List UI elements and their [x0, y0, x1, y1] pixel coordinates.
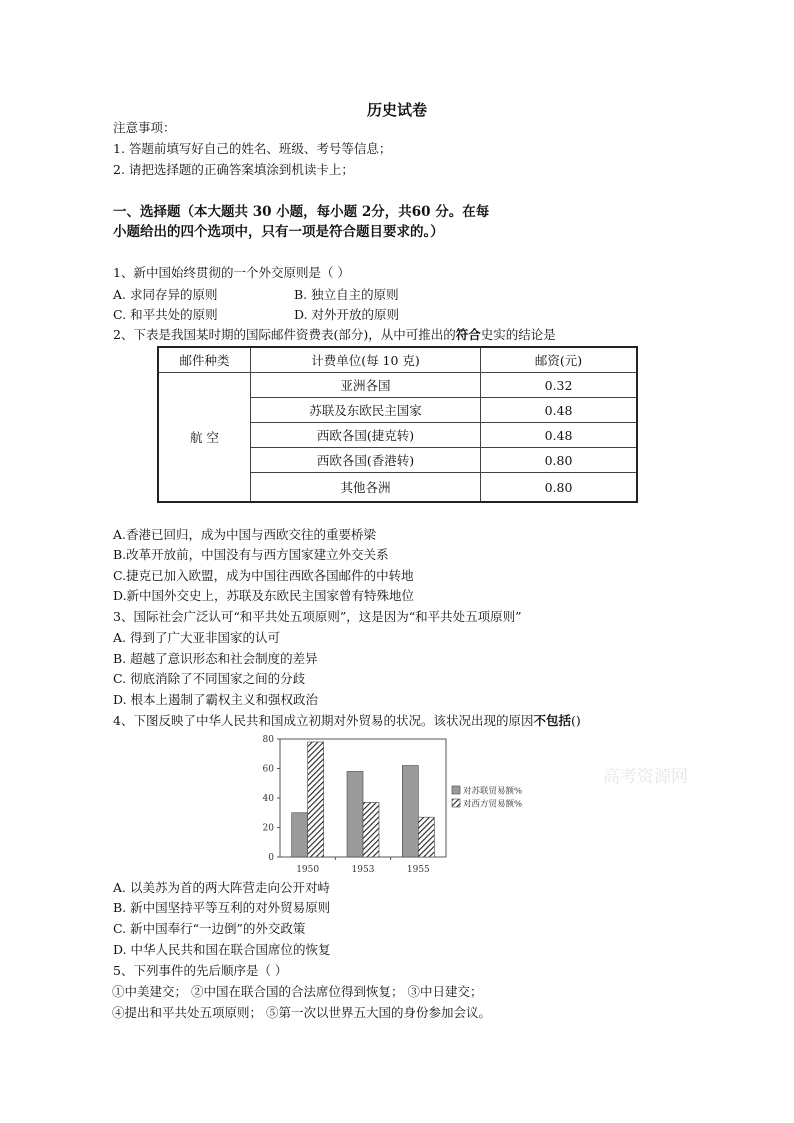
y-tick-label: 0 [268, 853, 274, 863]
table-cell: 0.48 [481, 398, 638, 423]
table-cell: 亚洲各国 [251, 373, 481, 398]
table-cell: 0.48 [481, 423, 638, 448]
watermark: 高考资源网 [603, 767, 688, 787]
stem-text: () [570, 713, 581, 728]
table-cell: 0.32 [481, 373, 638, 398]
y-tick-label: 80 [262, 735, 274, 745]
option: B. 超越了意识形态和社会制度的差异 [113, 651, 318, 666]
option: A. 得到了广大亚非国家的认可 [113, 630, 280, 645]
table-cell: 西欧各国(香港转) [251, 448, 481, 473]
option: D.新中国外交史上，苏联及东欧民主国家曾有特殊地位 [113, 588, 415, 603]
section-heading: 一、选择题（本大题共 30 小题，每小题 2分，共60 分。在每 [113, 204, 490, 220]
column-header: 邮资(元) [481, 347, 638, 373]
notice-item: 2. 请把选择题的正确答案填涂到机读卡上； [113, 162, 354, 177]
stem-text: 2、下表是我国某时期的国际邮件资费表(部分)，从中可推出的 [113, 327, 456, 342]
option: B. 新中国坚持平等互利的对外贸易原则 [113, 900, 331, 915]
bar [308, 742, 324, 857]
option: D. 对外开放的原则 [294, 307, 400, 322]
table-cell: 其他各洲 [251, 473, 481, 503]
column-header: 计费单位(每 10 克) [251, 347, 481, 373]
bar [418, 817, 434, 857]
page-title: 历史试卷 [366, 101, 427, 119]
trade-bar-chart [250, 730, 550, 876]
table-row [158, 373, 637, 398]
legend-label: 对苏联贸易额% [463, 786, 523, 797]
x-tick-label: 1950 [296, 865, 320, 875]
table-cell: 西欧各国(捷克转) [251, 423, 481, 448]
legend-swatch [452, 799, 460, 807]
chart-legend [452, 786, 522, 810]
bar [363, 802, 379, 857]
option: D. 中华人民共和国在联合国席位的恢复 [113, 942, 331, 957]
postage-table [157, 346, 638, 503]
x-tick-label: 1955 [406, 865, 430, 875]
table-cell: 0.80 [481, 448, 638, 473]
y-tick-label: 60 [262, 764, 274, 775]
table-cell: 0.80 [481, 473, 638, 503]
stem-text: 4、下图反映了中华人民共和国成立初期对外贸易的状况。该状况出现的原因 [113, 713, 534, 728]
option: D. 根本上遏制了霸权主义和强权政治 [113, 692, 319, 707]
question-stem: 3、国际社会广泛认可“和平共处五项原则”，这是因为“和平共处五项原则” [113, 609, 522, 624]
option: B.改革开放前，中国没有与西方国家建立外交关系 [113, 547, 389, 562]
option: C. 彻底消除了不同国家之间的分歧 [113, 671, 306, 686]
notice-item: 1. 答题前填写好自己的姓名、班级、考号等信息； [113, 141, 392, 156]
table-cell: 苏联及东欧民主国家 [251, 398, 481, 423]
event-list: ④提出和平共处五项原则； ⑤第一次以世界五大国的身份参加会议。 [112, 1005, 491, 1020]
option: C.捷克已加入欧盟，成为中国往西欧各国邮件的中转地 [113, 568, 414, 583]
option: A. 以美苏为首的两大阵营走向公开对峙 [113, 880, 330, 895]
stem-emphasis: 符合 [455, 327, 481, 342]
option: B. 独立自主的原则 [294, 287, 399, 302]
event-list: ①中美建交； ②中国在联合国的合法席位得到恢复； ③中日建交； [112, 984, 483, 999]
legend-label: 对西方贸易额% [463, 799, 523, 810]
bar [347, 771, 363, 857]
section-heading: 小题给出的四个选项中，只有一项是符合题目要求的。） [113, 224, 444, 240]
column-header: 邮件种类 [158, 347, 251, 373]
question-stem [113, 711, 581, 730]
y-tick-label: 20 [262, 823, 274, 834]
option: A. 求同存异的原则 [113, 287, 218, 302]
notice-heading: 注意事项： [113, 120, 176, 135]
chart-bars [292, 742, 435, 857]
option: C. 新中国奉行“一边倒”的外交政策 [113, 921, 306, 936]
bar [402, 766, 418, 857]
question-stem: 5、下列事件的先后顺序是（ ） [113, 963, 288, 978]
legend-swatch [452, 786, 460, 794]
table-header-row [158, 347, 637, 373]
question-stem: 1、新中国始终贯彻的一个外交原则是（ ） [113, 265, 350, 280]
option: A.香港已回归，成为中国与西欧交往的重要桥梁 [113, 527, 377, 542]
option: C. 和平共处的原则 [113, 307, 218, 322]
y-tick-label: 40 [262, 794, 274, 804]
stem-text: 史实的结论是 [480, 327, 556, 342]
category-cell: 航 空 [158, 373, 251, 503]
x-tick-label: 1953 [351, 865, 375, 875]
bar [292, 813, 308, 857]
question-stem [113, 325, 556, 344]
stem-emphasis: 不包括 [533, 713, 571, 728]
